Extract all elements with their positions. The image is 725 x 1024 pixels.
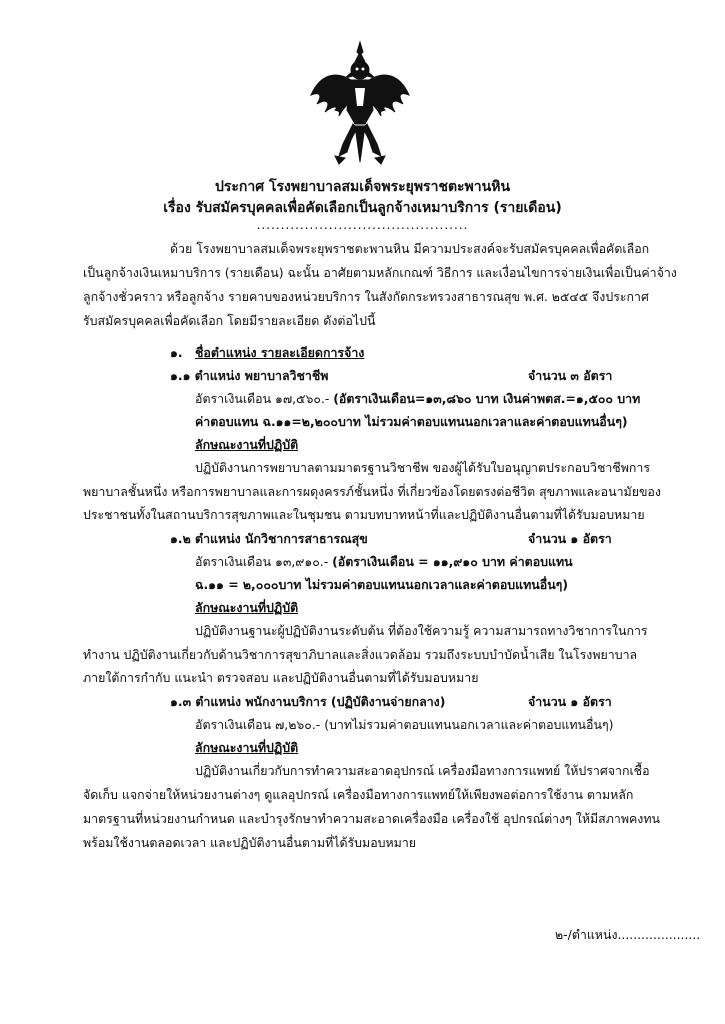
duty-line: ทำงาน ปฏิบัติงานเกี่ยวกับด้านวิชาการสุขาภิบาลและสิ่งแวดล้อม รวมถึงระบบบำบัดน้ำเสีย ในโรงพยาบาล [83,647,638,662]
salary-line [195,553,573,570]
duty-line: ภายใต้การกำกับ แนะนำ ตรวจสอบ และปฏิบัติงานอื่นตามที่ได้รับมอบหมาย [83,670,479,685]
announcement-subject: เรื่อง รับสมัครบุคคลเพื่อคัดเลือกเป็นลูกจ้างเหมาบริการ (รายเดือน) [163,200,562,216]
title-divider: ............................................ [256,218,469,232]
salary-line: อัตราเงินเดือน ๗,๒๖๐.- (บาทไม่รวมค่าตอบแทนนอกเวลาและค่าตอบแทนอื่นๆ) [195,717,614,732]
duty-line: พยาบาลชั้นหนึ่ง หรือการพยาบาลและการผดุงครรภ์ชั้นหนึ่ง ที่เกี่ยวข้องโดยตรงต่อชีวิต สุขภาพและอนามัยของ [83,484,661,499]
salary-detail: ฉ.๑๑ = ๒,๐๐๐บาท ไม่รวมค่าตอบแทนนอกเวลาและค่าตอบแทนอื่นๆ) [195,577,569,592]
duty-line: มาตรฐานที่หน่วยงานกำหนด และบำรุงรักษาทำความสะอาดเครื่องมือ เครื่องใช้ อุปกรณ์ต่างๆ ให้มีสภาพคงทน [83,811,660,826]
garuda-emblem-icon [305,40,415,170]
duty-heading: ลักษณะงานที่ปฏิบัติ [195,437,299,452]
salary-line [195,390,640,407]
section-number: ๑. [170,345,183,360]
position-title: ๑.๑ ตำแหน่ง พยาบาลวิชาชีพ [170,368,329,383]
duty-line: ปฏิบัติงานเกี่ยวกับการทำความสะอาดอุปกรณ์ เครื่องมือทางการแพทย์ ให้ปราศจากเชื้อ [195,763,650,778]
position-title: ๑.๓ ตำแหน่ง พนักงานบริการ (ปฏิบัติงานจ่ายกลาง) [170,694,446,709]
intro-line: ด้วย โรงพยาบาลสมเด็จพระยุพราชตะพานหิน มีความประสงค์จะรับสมัครบุคคลเพื่อคัดเลือก [170,241,650,256]
duty-line: ปฏิบัติงานการพยาบาลตามมาตรฐานวิชาชีพ ของผู้ได้รับใบอนุญาตประกอบวิชาชีพการ [195,460,651,475]
position-count: จำนวน ๓ อัตรา [528,368,613,383]
salary-text: อัตราเงินเดือน ๑๗,๕๖๐.- [195,391,334,406]
intro-line: เป็นลูกจ้างเงินเหมาบริการ (รายเดือน) ฉะนั้น อาศัยตามหลักเกณฑ์ วิธีการ และเงื่อนไขการจ่ายเงินเพื่อเป็นค่าจ้าง [83,265,677,280]
position-count: จำนวน ๑ อัตรา [528,531,612,546]
salary-detail: (อัตราเงินเดือน = ๑๑,๙๑๐ บาท ค่าตอบแทน [332,554,573,569]
duty-line: ประชาชนทั้งในสถานบริการสุขภาพและในชุมชน ตามบทบาทหน้าที่และปฏิบัติงานอื่นตามที่ได้รับมอบหมาย [83,507,645,522]
duty-line: ปฏิบัติงานฐานะผู้ปฏิบัติงานระดับต้น ที่ต้องใช้ความรู้ ความสามารถทางวิชาการในการ [195,623,648,638]
intro-line: ลูกจ้างชั่วคราว หรือลูกจ้าง รายคาบของหน่วยบริการ ในสังกัดกระทรวงสาธารณสุข พ.ศ. ๒๕๔๕ จึงประกาศ [83,289,649,304]
duty-heading: ลักษณะงานที่ปฏิบัติ [195,740,299,755]
salary-detail: ค่าตอบแทน ฉ.๑๑=๒,๒๐๐บาท ไม่รวมค่าตอบแทนนอกเวลาและค่าตอบแทนอื่นๆ) [195,414,628,429]
salary-text: อัตราเงินเดือน ๑๓,๙๑๐.- [195,554,333,569]
position-title: ๑.๒ ตำแหน่ง นักวิชาการสาธารณสุข [170,531,368,546]
duty-heading: ลักษณะงานที่ปฏิบัติ [195,600,299,615]
section-heading: ชื่อตำแหน่ง รายละเอียดการจ้าง [195,345,365,360]
salary-detail: (อัตราเงินเดือน=๑๓,๘๖๐ บาท เงินค่าพตส.=๑,๕๐๐ บาท [333,391,641,406]
intro-line: รับสมัครบุคคลเพื่อคัดเลือก โดยมีรายละเอียด ดังต่อไปนี้ [83,313,376,328]
next-page-marker: ๒-/ตำแหน่ง..................... [555,927,701,942]
duty-line: จัดเก็บ แจกจ่ายให้หน่วยงานต่างๆ ดูแลอุปกรณ์ เครื่องมือทางการแพทย์ให้เพียงพอต่อการใช้งาน ตามหลัก [83,787,634,802]
announcement-title: ประกาศ โรงพยาบาลสมเด็จพระยุพราชตะพานหิน [214,179,511,195]
duty-line: พร้อมใช้งานตลอดเวลา และปฏิบัติงานอื่นตามที่ได้รับมอบหมาย [83,835,417,850]
position-count: จำนวน ๑ อัตรา [528,694,612,709]
